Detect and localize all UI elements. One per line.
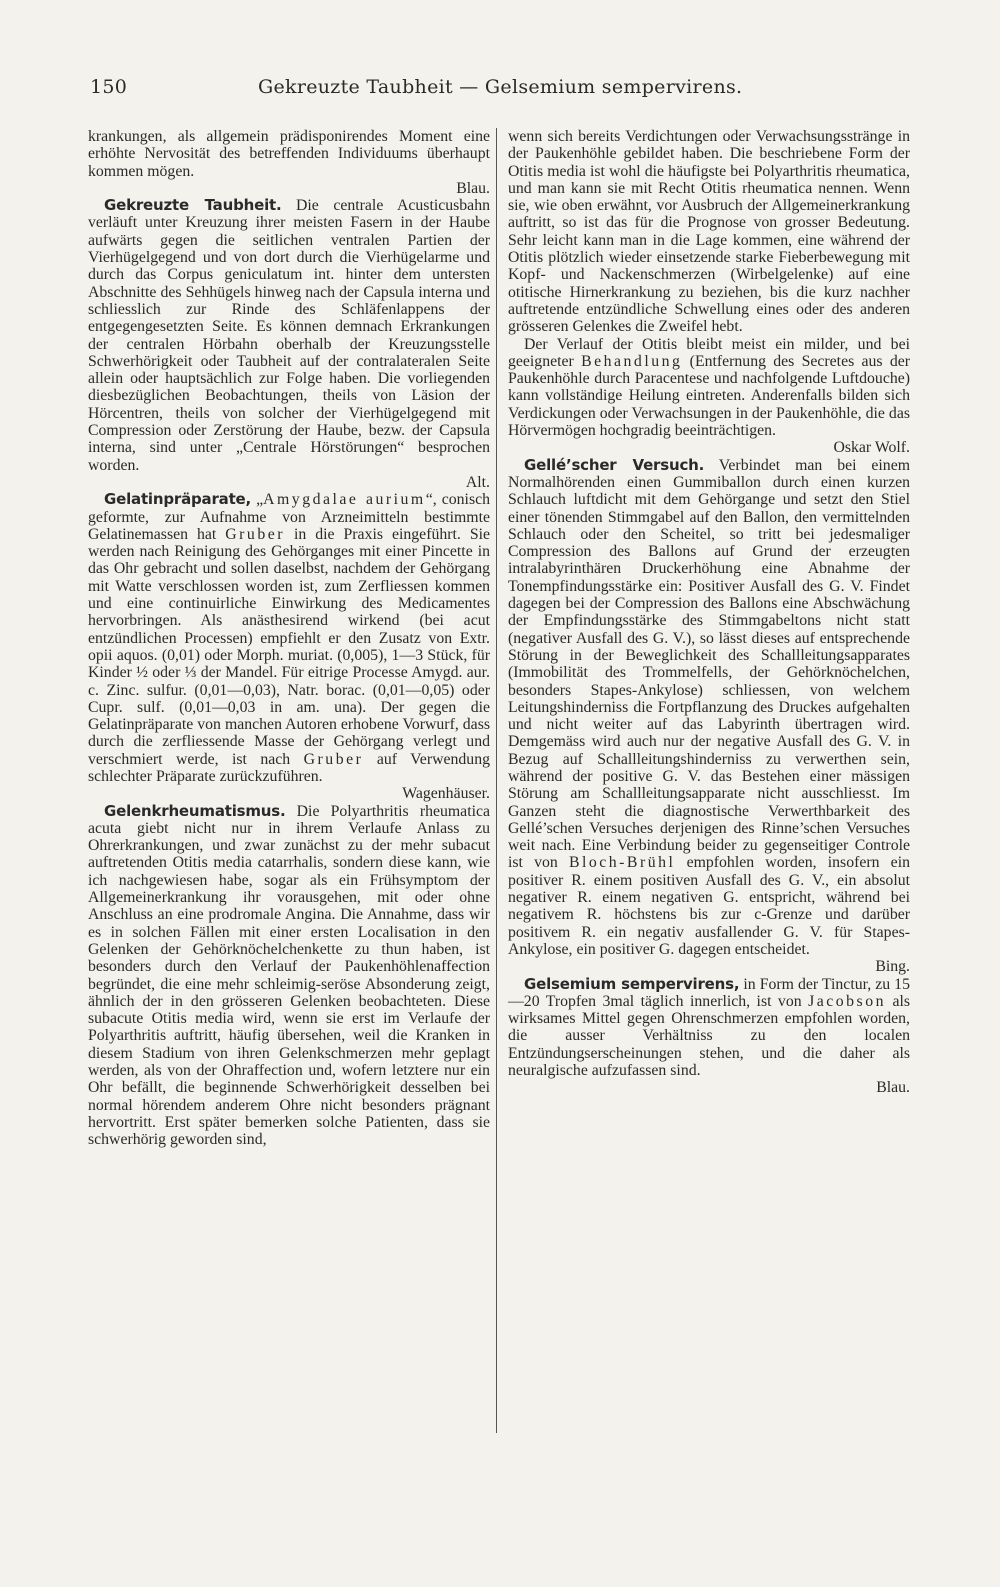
entry-text: „ bbox=[251, 491, 264, 509]
column-divider bbox=[496, 128, 497, 1433]
entry-term: Gekreuzte Taubheit. bbox=[104, 196, 282, 215]
entry-text: in Form der Tinctur, zu 15—20 Tropfen 3mal täglich innerlich, ist von bbox=[508, 975, 910, 1010]
entry-gekreuzte-taubheit bbox=[88, 197, 490, 474]
entry-gelsemium bbox=[508, 976, 910, 1080]
author-signature: Blau. bbox=[876, 1079, 910, 1097]
continued-paragraph: wenn sich bereits Verdichtungen oder Verwachsungsstränge in der Paukenhöhle gebildet haben. Die beschriebene Form der Otitis media ist wohl die häufigste bei Polyarthritis rheumatica, und man kann sie mit Recht Otitis rheumatica nennen. Wenn sie, wie oben erwähnt, vor Ausbruch der Allgemeinerkrankung auftritt, so ist das für die Prognose von grosser Bedeutung. Sehr leicht kann man in die Lage kommen, eine während der Otitis plötzlich wieder einsetzende starke Fieberbewegung mit Kopf- und Nackenschmerzen (Wirbelgelenke) auf eine otitische Hirnerkrankung zu beziehen, bis die kurz nachher auftretende entzündliche Schwellung eines oder des anderen grösseren Gelenkes die Zweifel hebt. bbox=[508, 128, 910, 336]
entry-text: Die centrale Acusticusbahn verläuft unter Kreuzung ihrer meisten Fasern in der Haube aufwärts gegen die seitlichen ventralen Partien der Vierhügelgegend und von dort durch die Vierhügelarme und durch das Corpus geniculatum int. hinter dem untersten Abschnitte des Sehhügels hinweg nach der Capsula interna und schliesslich zur Rinde des Schläfenlappens der entgegengesetzten Seite. Es können demnach Erkrankungen der centralen Hörbahn oberhalb der Kreuzungsstelle Schwerhörigkeit oder Taubheit auf der contralateralen Seite allein oder hauptsächlich zur Folge haben. Die vorliegenden diesbezüglichen Beobachtungen, theils von Läsion der Hörcentren, theils von solcher der Vierhügelgegend mit Compression oder Zerstörung der Haube, bezw. der Capsula interna, sind unter „Centrale Hörstörungen“ besprochen worden. bbox=[88, 197, 490, 474]
entry-text: als wirksames Mittel gegen Ohrenschmerzen empfohlen worden, die ausser Verhältniss zu den localen Entzündungserscheinungen stehen, und die daher als neuralgische aufzufassen sind. bbox=[508, 992, 910, 1080]
page-number: 150 bbox=[90, 76, 128, 98]
entry-text: “, conisch geformte, zur Aufnahme von Arzneimitteln bestimmte Gelatinemassen hat bbox=[88, 491, 491, 543]
author-signature: Wagenhäuser. bbox=[402, 785, 490, 803]
entry-term: Gelenkrheumatismus. bbox=[104, 801, 286, 820]
entry-gelenkrheumatismus bbox=[88, 803, 490, 1149]
entry-text: in die Praxis eingeführt. Sie werden nach Reinigung des Gehörganges mit einer Pincette in das Ohr gebracht und sollen daselbst, nachdem der Gehörgang mit Watte verschlossen worden ist, zum Zerfliessen kommen und eine continuirliche Einwirkung des Medicamentes hervorbringen. Als anästhesirend wirkend (bei acut entzündlichen Processen) empfiehlt er den Zusatz von Extr. opii aquos. (0,01) oder Morph. muriat. (0,005), 1—3 Stück, für Kinder ½ oder ⅓ der Mandel. Für eitrige Processe Amygd. aur. c. Zinc. sulfur. (0,01—0,03), Natr. borac. (0,01—0,05) oder Cupr. sulf. (0,01—0,03 in am. una). Der gegen die Gelatinpräparate von manchen Autoren erhobene Vorwurf, dass durch die zerfliessende Masse der Gehörgang verlegt und verschmiert werde, ist nach bbox=[88, 525, 491, 768]
entry-text: empfohlen worden, insofern ein positiver R. einem positiven Ausfall des G. V., ein absolut negativer R. einem negativen G. entspricht, während bei negativem R. höchstens bis zur c-Grenze und darüber positivem R. ein negativ ausfallender G. V. für Stapes-Ankylose, ein positiver G. dagegen entscheidet. bbox=[508, 854, 910, 958]
entry-text: Der Verlauf der Otitis bleibt meist ein milder, und bei geeigneter bbox=[508, 335, 910, 370]
entry-text: auf Verwendung schlechter Präparate zurückzuführen. bbox=[88, 750, 490, 785]
entry-term: Gelsemium sempervirens, bbox=[524, 974, 740, 993]
left-column bbox=[88, 128, 490, 1149]
entry-text: Verbindet man bei einem Normalhörenden einen Gummiballon durch einen kurzen Schlauch luftdicht mit dem Gehörgange und setzt den Stiel einer tönenden Stimmgabel auf den Ballon, den vermittelnden Schlauch oder den Scheitel, so tritt bei jedesmaliger Compression des Ballons auf Grund der erzeugten intralabyrinthären Druckerhöhung eine Abnahme der Tonempfindungsstärke ein: Positiver Ausfall des G. V. Findet dagegen bei der Compression des Ballons eine Abschwächung der Empfindungsstärke des Stimmgabeltons nicht statt (negativer Ausfall des G. V.), so lässt dieses auf entsprechende Störung in der Beweglichkeit des Schallleitungsapparates (Immobilität des Trommelfells, der Gehörknöchelchen, besonders Stapes-Ankylose) schliessen, von welchem Leitungshinderniss die Fortpflanzung des Druckes aufgehalten und nicht weiter auf das Labyrinth übertragen wird. Demgemäss wird auch nur der negative Ausfall des G. V. in Bezug auf Schallleitungshinderniss zu verwerthen sein, während der positive G. V. das Bestehen einer mässigen Störung am Schallleitungsapparate nicht ausschliesst. Im Ganzen steht die diagnostische Verwerthbarkeit des Gellé’schen Versuches derjenigen des Rinne’schen Versuches weit nach. Eine Verbindung beider zu gegenseitiger Controle ist von bbox=[508, 456, 910, 872]
running-title: Gekreuzte Taubheit — Gelsemium sempervirens. bbox=[258, 76, 743, 98]
page-header bbox=[90, 76, 743, 108]
author-signature: Alt. bbox=[465, 473, 490, 491]
entry-gelatinpraeparate bbox=[88, 491, 490, 785]
entry-text: (Entfernung des Secretes aus der Paukenhöhle durch Paracentese und nachfolgende Luftdouche) kann vollständige Heilung eintreten. Anderenfalls bilden sich Verdickungen oder Verwachsungen in der Paukenhöhle, die das Hörvermögen hochgradig beeinträchtigen. bbox=[508, 352, 911, 440]
entry-term: Gellé’scher Versuch. bbox=[524, 455, 705, 474]
author-signature: Oskar Wolf. bbox=[833, 439, 910, 457]
entry-term: Gelatinpräparate, bbox=[104, 490, 252, 509]
right-column bbox=[508, 128, 910, 1097]
continued-paragraph: krankungen, als allgemein prädisponirendes Moment eine erhöhte Nervosität des betreffenden Individuums überhaupt kommen mögen. bbox=[88, 128, 490, 180]
author-signature: Bing. bbox=[875, 958, 910, 976]
spaced-name: Gruber bbox=[303, 750, 364, 768]
spaced-term: Amygdalae aurium bbox=[263, 491, 426, 509]
spaced-name: Jacobson bbox=[808, 992, 886, 1010]
paragraph bbox=[508, 336, 910, 440]
spaced-name: Gruber bbox=[225, 525, 286, 543]
author-signature: Blau. bbox=[456, 179, 490, 197]
entry-gelle-versuch bbox=[508, 457, 910, 959]
spaced-term: Behandlung bbox=[581, 352, 683, 370]
spaced-name: Bloch-Brühl bbox=[568, 854, 676, 872]
entry-text: Die Polyarthritis rheumatica acuta giebt nicht nur in ihrem Verlaufe Anlass zu Ohrerkrankungen, und zwar zunächst zu der mehr subacut auftretenden Otitis media catarrhalis, sondern diese kann, wie ich nachgewiesen habe, sogar als ein Frühsymptom der Allgemeinerkrankung ihr vorausgehen, mit oder ohne Anschluss an eine prodromale Angina. Die Annahme, dass wir es in solchen Fällen mit einer ersten Localisation in den Gelenken der Gehörknöchelchenkette zu thun haben, ist besonders durch den Verlauf der Paukenhöhlenaffection begründet, die eine mehr schleimig-seröse Absonderung zeigt, ähnlich der in den grösseren Gelenken beobachteten. Diese subacute Otitis media wird, wenn sie erst im Verlaufe der Polyarthritis auftritt, häufig übersehen, weil die Kranken in diesem Stadium von ihren Gelenkschmerzen mehr geplagt werden, als von der Ohraffection und, wofern letztere nur ein Ohr befällt, die beginnende Schwerhörigkeit desselben bei normal hörendem anderem Ohre nicht besonders prägnant hervortritt. Erst später bemerken solche Patienten, dass sie schwerhörig geworden sind, bbox=[88, 802, 490, 1149]
